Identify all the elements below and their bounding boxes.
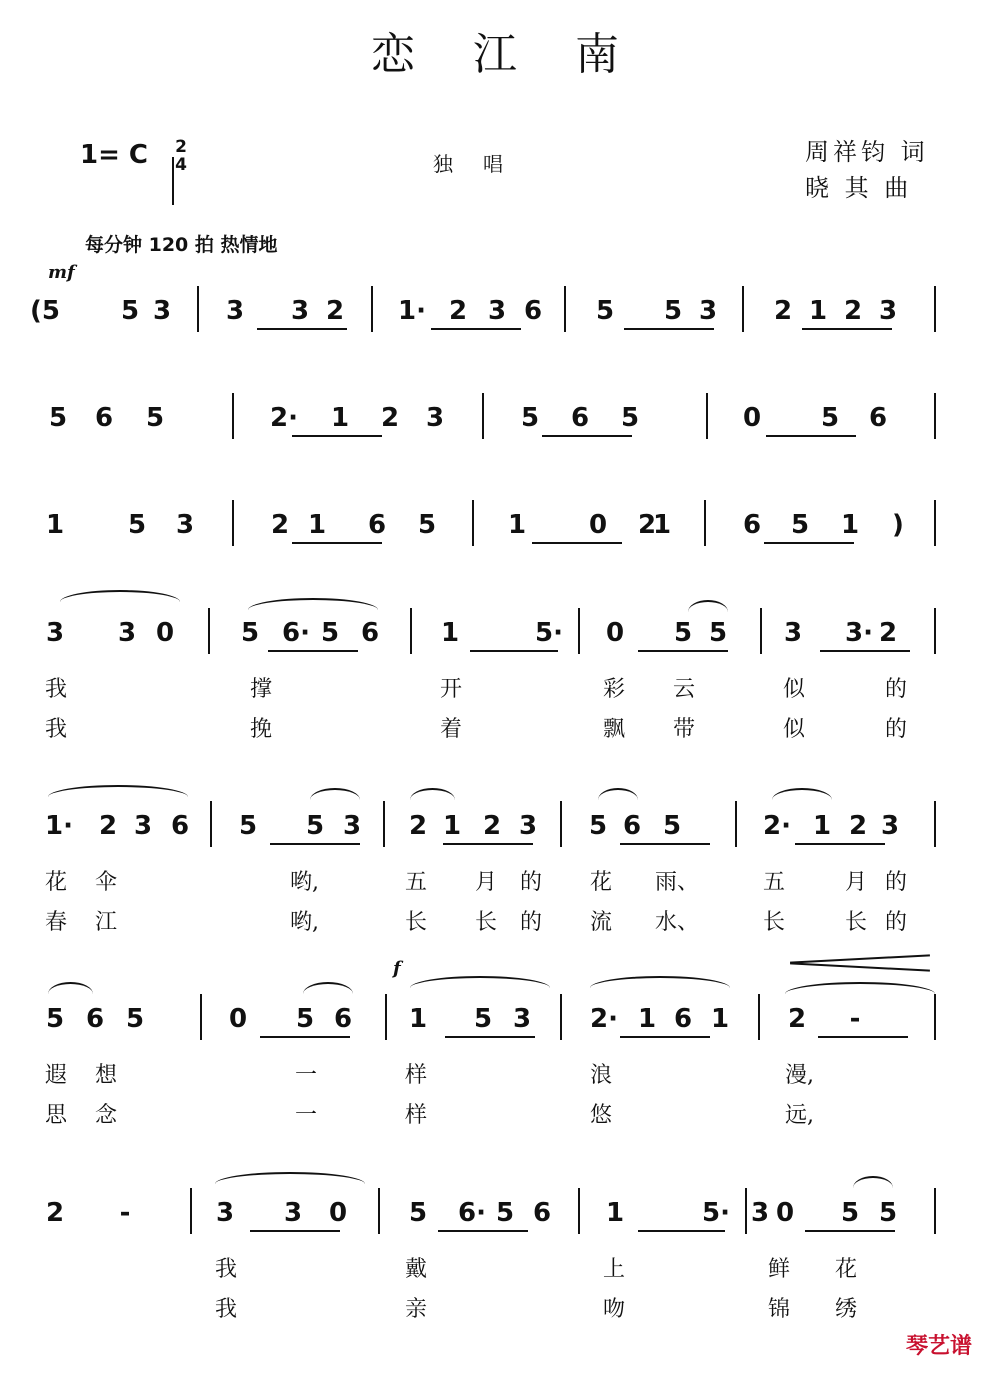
bar-line [745,1188,747,1234]
bar-line [472,500,474,546]
lyric-verse-2: 水、 [655,910,700,935]
beam-line [292,542,382,544]
note: 5 [790,510,810,540]
beam-line [638,1230,725,1232]
dynamic-f: f [393,958,401,979]
note: 0 [742,403,762,433]
note: 3 [152,296,172,326]
note: 5 [120,296,140,326]
note: 3 [783,618,803,648]
note: 2 [843,296,863,326]
slur-arc [48,982,93,1006]
bar-line [934,393,936,439]
beam-line [766,435,856,437]
note: ) [892,510,904,540]
bar-line [706,393,708,439]
note: 2 [448,296,468,326]
slur-arc [772,788,832,812]
note: 6 [367,510,387,540]
lyric-verse-2: 思 [45,1103,68,1128]
note: 5· [535,618,563,648]
lyric-verse-1: 雨、 [655,870,700,895]
bar-line [197,286,199,332]
note: 5 [588,811,608,841]
slur-arc [215,1172,365,1196]
note: 6· [458,1198,486,1228]
note: 5 [473,1004,493,1034]
note: 6 [523,296,543,326]
beam-line [805,1230,895,1232]
slur-arc [853,1176,893,1200]
note: 1· [398,296,426,326]
note: 6 [85,1004,105,1034]
bar-line [200,994,202,1040]
lyric-verse-2: 亲 [405,1297,428,1322]
bar-line [232,393,234,439]
lyric-verse-2: 念 [95,1103,118,1128]
note: 0 [588,510,608,540]
note: 6 [94,403,114,433]
beam-line [260,1036,350,1038]
bar-line [758,994,760,1040]
key-signature: 1= C [80,140,149,170]
slur-arc [785,982,935,1006]
lyric-verse-1: 一 [295,1063,318,1088]
note: 2 [637,510,657,540]
bar-line [560,994,562,1040]
bar-line [934,608,936,654]
crescendo-hairpin [790,954,930,963]
note: 3 [518,811,538,841]
lyric-verse-1: 想 [95,1063,118,1088]
lyric-verse-1: 漫, [785,1063,814,1088]
lyric-verse-2: 绣 [835,1297,858,1322]
dynamic-mf: mf [48,262,75,283]
note: 1 [812,811,832,841]
beam-line [638,650,728,652]
lyric-verse-2: 的 [885,910,908,935]
note: 0 [605,618,625,648]
lyric-verse-1: 的 [885,870,908,895]
note: 3 [133,811,153,841]
note: 6 [570,403,590,433]
bar-line [385,994,387,1040]
note: 2 [482,811,502,841]
lyric-verse-2: 带 [673,717,696,742]
beam-line [802,328,892,330]
slur-arc [688,600,728,624]
note: 2 [270,510,290,540]
note: 1 [808,296,828,326]
note: 5 [305,811,325,841]
bar-line [378,1188,380,1234]
note: 0 [775,1198,795,1228]
lyric-verse-2: 长 [763,910,786,935]
note: 3 [878,296,898,326]
note: 3 [880,811,900,841]
composer-credit: 晓 其 曲 [805,174,913,202]
lyric-verse-2: 样 [405,1103,428,1128]
note: 5 [127,510,147,540]
beam-line [470,650,558,652]
slur-arc [410,976,550,1000]
bar-line [704,500,706,546]
lyric-verse-1: 哟, [290,870,319,895]
lyric-verse-2: 流 [590,910,613,935]
note: 2 [45,1198,65,1228]
note: 6· [282,618,310,648]
lyric-verse-2: 吻 [603,1297,626,1322]
note: 6 [360,618,380,648]
time-signature [172,138,190,174]
lyric-verse-1: 花 [590,870,613,895]
bar-line [934,801,936,847]
lyric-verse-2: 飘 [603,717,626,742]
bar-line [760,608,762,654]
slur-arc [248,598,378,622]
beam-line [445,1036,535,1038]
lyric-verse-1: 我 [45,677,68,702]
bar-line [190,1188,192,1234]
note: 5 [238,811,258,841]
note: 0 [328,1198,348,1228]
lyric-verse-2: 春 [45,910,68,935]
time-signature-bottom: 4 [175,155,187,175]
lyric-verse-1: 彩 [603,677,626,702]
tempo-marking: 每分钟 120 拍 热情地 [85,234,278,256]
watermark-logo: 琴艺谱 [905,1334,972,1359]
note: 3 [750,1198,770,1228]
note: 3 [283,1198,303,1228]
note: 5 [663,296,683,326]
bar-line [934,286,936,332]
lyric-verse-2: 长 [845,910,868,935]
note: 5 [662,811,682,841]
lyric-verse-2: 江 [95,910,118,935]
note: 1 [840,510,860,540]
slur-arc [310,788,360,812]
bar-line [383,801,385,847]
note: 2 [325,296,345,326]
note: 3· [845,618,873,648]
lyric-verse-1: 浪 [590,1063,613,1088]
beam-line [250,1230,340,1232]
slur-arc [410,788,455,812]
lyric-verse-2: 我 [45,717,68,742]
lyric-verse-2: 长 [405,910,428,935]
note: 5 [240,618,260,648]
lyric-verse-2: 哟, [290,910,319,935]
beam-line [431,328,521,330]
lyric-verse-2: 悠 [590,1103,613,1128]
lyric-verse-2: 我 [215,1297,238,1322]
note: 1 [637,1004,657,1034]
note: 2 [787,1004,807,1034]
bar-line [371,286,373,332]
lyric-verse-2: 着 [440,717,463,742]
lyric-verse-1: 月 [475,870,498,895]
beam-line [443,843,533,845]
note: 3 [425,403,445,433]
beam-line [620,1036,710,1038]
note: 5 [673,618,693,648]
lyric-verse-1: 遐 [45,1063,68,1088]
lyric-verse-1: 花 [45,870,68,895]
note: 5 [840,1198,860,1228]
bar-line [578,1188,580,1234]
note: 5 [520,403,540,433]
bar-line [564,286,566,332]
note: 3 [175,510,195,540]
beam-line [532,542,622,544]
lyric-verse-2: 远, [785,1103,814,1128]
note: 1 [442,811,462,841]
note: 6 [622,811,642,841]
note: - [119,1198,131,1228]
note: 3 [215,1198,235,1228]
beam-line [795,843,885,845]
note: - [849,1004,861,1034]
note: 2· [270,403,298,433]
note: 3 [512,1004,532,1034]
note: 3 [290,296,310,326]
beam-line [268,650,358,652]
slur-arc [48,785,188,809]
slur-arc [60,590,180,614]
note: 3 [45,618,65,648]
beam-line [624,328,714,330]
slur-arc [598,788,638,812]
note: 2 [98,811,118,841]
lyric-verse-1: 月 [845,870,868,895]
lyric-verse-1: 撑 [250,677,273,702]
note: 5 [45,1004,65,1034]
beam-line [438,1230,528,1232]
lyric-verse-1: 云 [673,677,696,702]
beam-line [257,328,347,330]
note: 1 [710,1004,730,1034]
note: 1 [45,510,65,540]
note: 5 [620,403,640,433]
note: 1 [330,403,350,433]
note: 5 [125,1004,145,1034]
note: 1 [408,1004,428,1034]
lyric-verse-2: 似 [783,717,806,742]
note: 1 [307,510,327,540]
lyric-verse-2: 的 [885,717,908,742]
beam-line [270,843,360,845]
lyric-verse-1: 鲜 [768,1257,791,1282]
beam-line [820,650,910,652]
lyric-verse-1: 开 [440,677,463,702]
bar-line [210,801,212,847]
note: 5 [417,510,437,540]
lyric-verse-2: 挽 [250,717,273,742]
note: 1 [652,510,672,540]
note: 2 [773,296,793,326]
note: 5· [702,1198,730,1228]
lyric-verse-1: 五 [763,870,786,895]
lyric-verse-1: 伞 [95,870,118,895]
lyric-verse-1: 的 [885,677,908,702]
bar-line [735,801,737,847]
genre-label: 独唱 [433,152,533,176]
beam-line [542,435,632,437]
lyric-verse-1: 戴 [405,1257,428,1282]
lyric-verse-1: 的 [520,870,543,895]
beam-line [764,542,854,544]
lyric-verse-1: 似 [783,677,806,702]
bar-line [232,500,234,546]
song-title: 恋江南 [371,29,677,80]
bar-line [578,608,580,654]
bar-line [742,286,744,332]
bar-line [560,801,562,847]
note: 5 [408,1198,428,1228]
note: 2 [848,811,868,841]
note: 5 [820,403,840,433]
note: 1 [605,1198,625,1228]
note: 2· [763,811,791,841]
note: 6 [868,403,888,433]
note: 2· [590,1004,618,1034]
lyric-verse-1: 五 [405,870,428,895]
note: 0 [155,618,175,648]
note: 5 [48,403,68,433]
note: 1 [507,510,527,540]
bar-line [410,608,412,654]
bar-line [208,608,210,654]
beam-line [818,1036,908,1038]
note: 3 [487,296,507,326]
note: 5 [320,618,340,648]
bar-line [482,393,484,439]
note: 5 [295,1004,315,1034]
note: 3 [342,811,362,841]
beam-line [620,843,710,845]
lyric-verse-2: 长 [475,910,498,935]
slur-arc [303,982,353,1006]
crescendo-hairpin-lower [790,962,930,971]
slur-arc [590,976,730,1000]
note: 5 [708,618,728,648]
note: 5 [595,296,615,326]
note: 5 [145,403,165,433]
note: 2 [878,618,898,648]
lyric-verse-1: 花 [835,1257,858,1282]
note: 0 [228,1004,248,1034]
lyric-verse-2: 的 [520,910,543,935]
note: 3 [225,296,245,326]
lyric-verse-2: 一 [295,1103,318,1128]
bar-line [934,500,936,546]
note: 1 [440,618,460,648]
lyric-verse-1: 上 [603,1257,626,1282]
note: 6 [333,1004,353,1034]
note: 6 [673,1004,693,1034]
lyric-verse-1: 我 [215,1257,238,1282]
note: 2 [408,811,428,841]
lyric-verse-1: 样 [405,1063,428,1088]
note: (5 [30,296,60,326]
note: 2 [380,403,400,433]
beam-line [292,435,382,437]
note: 5 [495,1198,515,1228]
note: 6 [532,1198,552,1228]
time-signature-top: 2 [175,137,187,157]
bar-line [934,1188,936,1234]
note: 6 [742,510,762,540]
note: 1· [45,811,73,841]
note: 3 [698,296,718,326]
lyric-verse-2: 锦 [768,1297,791,1322]
note: 6 [170,811,190,841]
note: 3 [117,618,137,648]
note: 5 [878,1198,898,1228]
lyricist-credit: 周祥钧 词 [805,138,929,166]
